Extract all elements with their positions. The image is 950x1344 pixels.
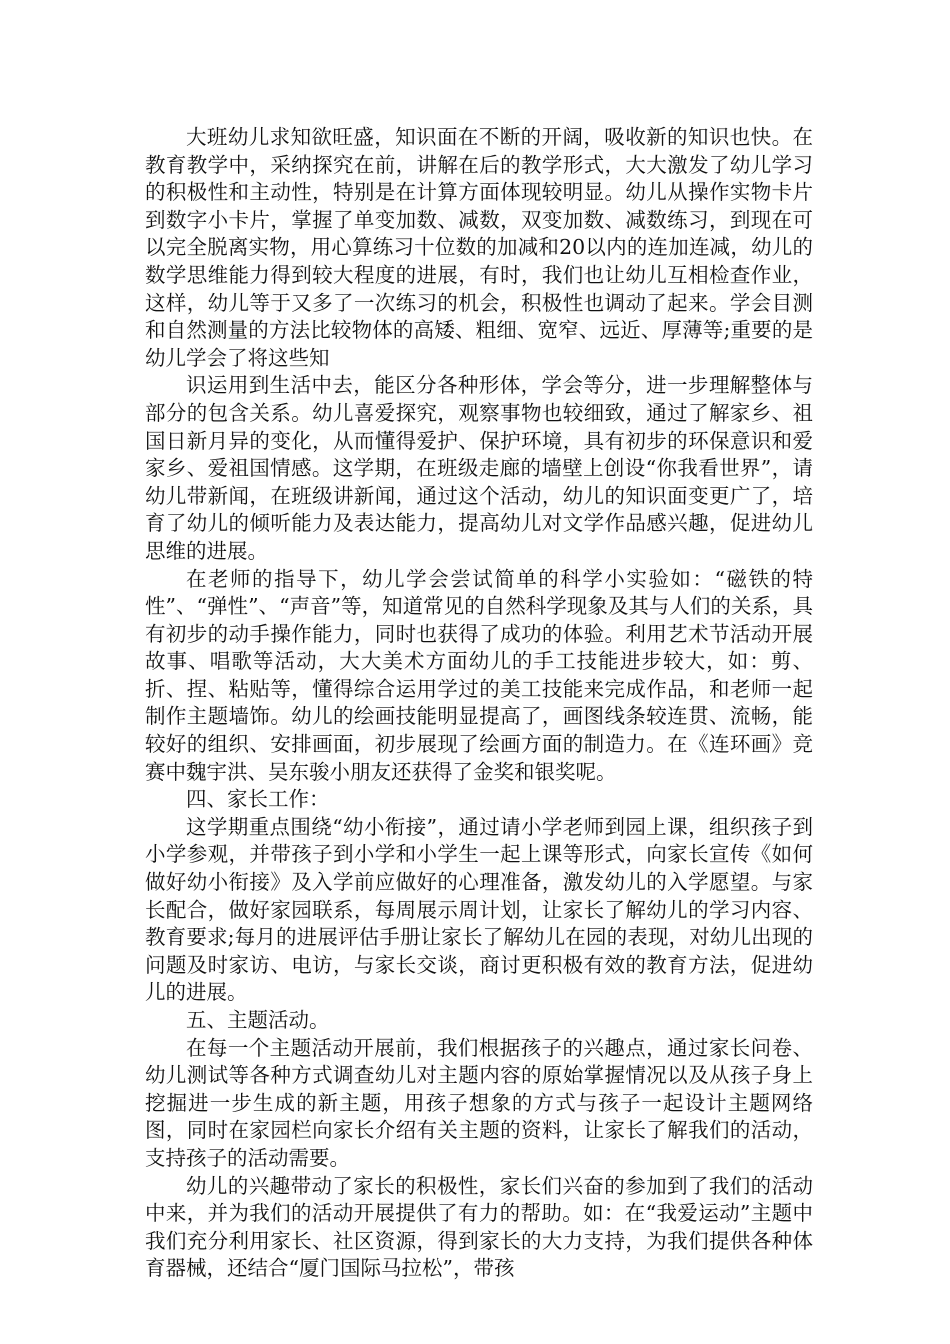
- paragraph-knowledge: 识运用到生活中去，能区分各种形体，学会等分，进一步理解整体与部分的包含关系。幼儿喜爱探究，观察事物也较细致，通过了解家乡、祖国日新月异的变化，从而懂得爱护、保护环境，具有初步的环保意识和爱家乡、爱祖国情感。这学期，在班级走廊的墙壁上创设“你我看世界”，请幼儿带新闻，在班级讲新闻，通过这个活动，幼儿的知识面变更广了，培育了幼儿的倾听能力及表达能力，提高幼儿对文学作品感兴趣，促进幼儿思维的进展。: [145, 373, 813, 563]
- paragraph-theme-2: 幼儿的兴趣带动了家长的积极性，家长们兴奋的参加到了我们的活动中来，并为我们的活动开展提供了有力的帮助。如：在“我爱运动”主题中我们充分利用家长、社区资源，得到家长的大力支持，为我们提供各种体育器械，还结合“厦门国际马拉松”，带孩: [145, 1173, 813, 1281]
- paragraph-math: 大班幼儿求知欲旺盛，知识面在不断的开阔，吸收新的知识也快。在教育教学中，采纳探究在前，讲解在后的教学形式，大大激发了幼儿学习的积极性和主动性，特别是在计算方面体现较明显。幼儿从操作实物卡片到数字小卡片，掌握了单变加数、减数，双变加数、减数练习，到现在可以完全脱离实物，用心算练习十位数的加减和20以内的连加连减，幼儿的数学思维能力得到较大程度的进展，有时，我们也让幼儿互相检查作业，这样，幼儿等于又多了一次练习的机会，积极性也调动了起来。学会目测和自然测量的方法比较物体的高矮、粗细、宽窄、远近、厚薄等;重要的是幼儿学会了将这些知: [145, 125, 813, 370]
- document-page: [145, 124, 813, 1283]
- section-heading-parents: 四、家长工作：: [186, 787, 330, 812]
- section-heading-theme: 五、主题活动。: [186, 1008, 330, 1032]
- paragraph-parents: 这学期重点围绕“幼小衔接”，通过请小学老师到园上课，组织孩子到小学参观，并带孩子到小学和小学生一起上课等形式，向家长宣传《如何做好幼小衔接》及入学前应做好的心理准备，激发幼儿的入学愿望。与家长配合，做好家园联系，每周展示周计划，让家长了解幼儿的学习内容、教育要求;每月的进展评估手册让家长了解幼儿在园的表现，对幼儿出现的问题及时家访、电访，与家长交谈，商讨更积极有效的教育方法，促进幼儿的进展。: [145, 814, 813, 1005]
- paragraph-science-art: 在老师的指导下，幼儿学会尝试简单的科学小实验如：“磁铁的特性”、“弹性”、“声音”等，知道常见的自然科学现象及其与人们的关系，具有初步的动手操作能力，同时也获得了成功的体验。利用艺术节活动开展故事、唱歌等活动，大大美术方面幼儿的手工技能进步较大，如：剪、折、捏、粘贴等，懂得综合运用学过的美工技能来完成作品，和老师一起制作主题墙饰。幼儿的绘画技能明显提高了，画图线条较连贯、流畅，能较好的组织、安排画面，初步展现了绘画方面的制造力。在《连环画》竞赛中魏宇洪、吴东骏小朋友还获得了金奖和银奖呢。: [145, 566, 813, 784]
- paragraph-theme-1: 在每一个主题活动开展前，我们根据孩子的兴趣点，通过家长问卷、幼儿测试等各种方式调查幼儿对主题内容的原始掌握情况以及从孩子身上挖掘进一步生成的新主题，用孩子想象的方式与孩子一起设计主题网络图，同时在家园栏向家长介绍有关主题的资料，让家长了解我们的活动，支持孩子的活动需要。: [145, 1035, 813, 1170]
